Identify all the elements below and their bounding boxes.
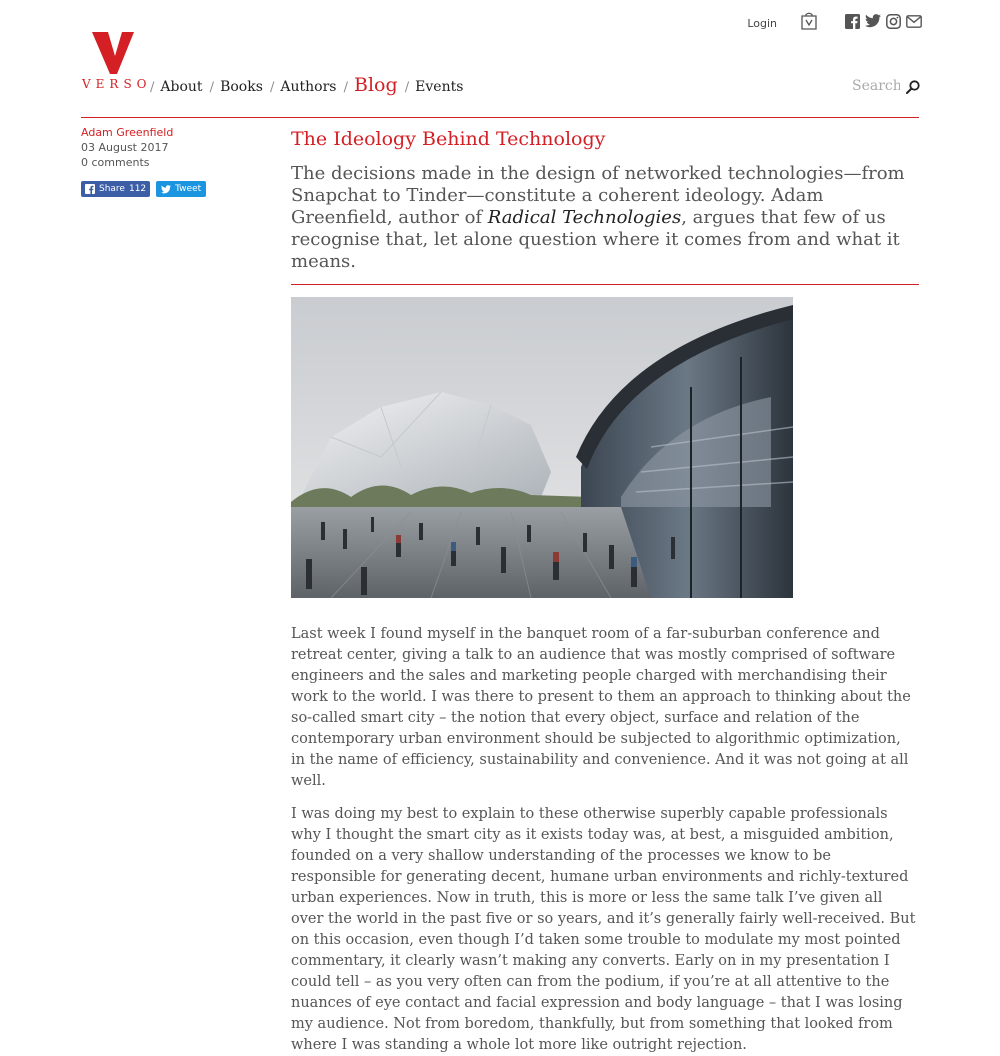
article-body: [291, 624, 919, 1056]
nav-separator: /: [400, 80, 410, 95]
header-divider: [81, 117, 919, 118]
search-icon[interactable]: [906, 80, 920, 94]
standfirst-text: The decisions made in the design of networked technologies—from Snapchat to Tinder—constitute a coherent ideology. Adam Greenfield, author of: [291, 163, 905, 228]
article-title: The Ideology Behind Technology: [291, 128, 606, 150]
nav-item-authors[interactable]: Authors: [280, 79, 337, 95]
instagram-icon[interactable]: [886, 14, 901, 29]
tweet-button[interactable]: [156, 181, 206, 197]
share-count: 112: [128, 184, 147, 194]
login-link[interactable]: Login: [747, 16, 777, 30]
share-label: Share: [99, 184, 125, 194]
social-links: [845, 14, 922, 29]
main-nav: [147, 74, 463, 96]
hero-image: [291, 297, 793, 598]
nav-separator: /: [339, 80, 348, 95]
brand-wordmark: VERSO: [82, 77, 152, 91]
article-paragraph: I was doing my best to explain to these otherwise superbly capable professionals why I thought the smart city as it exists today was, at best, a misguided ambition, founded on a very shallow understanding of the processes we know to be responsible for generating decent, humane urban environments and richly-textured urban experiences. Now in truth, this is more or less the same talk I’ve given all over the world in the past five or so years, and it’s generally fairly well-received. But on this occasion, even though I’d taken some trouble to modulate my most pointed commentary, it clearly wasn’t making any converts. Early on in my presentation I could tell – as you very often can from the podium, if you’re at all attentive to the nuances of eye contact and facial expression and body language – that I was losing my audience. Not from boredom, thankfully, but from something that looked from where I was standing a whole lot more like outright rejection.: [291, 806, 916, 1053]
standfirst-text: , argues that few of us recognise that, let alone question where it comes from and what it means.: [291, 207, 900, 272]
comments-link[interactable]: 0 comments: [81, 156, 150, 169]
article: [291, 126, 919, 1056]
mail-icon[interactable]: [906, 15, 922, 28]
nav-separator: /: [150, 80, 155, 95]
cart-icon[interactable]: [801, 12, 817, 30]
search-input[interactable]: [852, 78, 900, 94]
nav-item-events[interactable]: Events: [415, 79, 464, 95]
nav-separator: /: [205, 80, 215, 95]
article-standfirst: [291, 163, 919, 273]
twitter-icon[interactable]: [865, 14, 881, 28]
article-meta: [81, 125, 173, 170]
nav-item-books[interactable]: Books: [220, 79, 263, 95]
article-divider: [291, 284, 919, 285]
facebook-icon: [85, 184, 95, 194]
verso-logo[interactable]: [82, 32, 152, 91]
nav-separator: /: [265, 80, 275, 95]
twitter-icon: [161, 185, 171, 194]
nav-item-about[interactable]: About: [160, 79, 203, 95]
article-paragraph: Last week I found myself in the banquet room of a far-suburban conference and retreat center, giving a talk to an audience that was mostly comprised of software engineers and the sales and marketing people charged with merchandising their work to the world. I was there to present to them an approach to thinking about the so-called smart city – the notion that every object, surface and relation of the contemporary urban environment should be subjected to algorithmic optimization, in the name of efficiency, sustainability and convenience. And it was not going at all well.: [291, 626, 911, 789]
post-date: 03 August 2017: [81, 141, 169, 154]
facebook-share-button[interactable]: [81, 181, 150, 197]
author-link[interactable]: Adam Greenfield: [81, 126, 174, 139]
book-title: Radical Technologies: [487, 207, 682, 228]
verso-v-mark: [92, 32, 134, 74]
facebook-icon[interactable]: [845, 14, 860, 29]
search-box: [852, 78, 920, 94]
utility-bar: [747, 12, 922, 30]
nav-item-blog[interactable]: Blog: [354, 74, 398, 96]
share-buttons: [81, 181, 206, 197]
tweet-label: Tweet: [175, 184, 202, 194]
